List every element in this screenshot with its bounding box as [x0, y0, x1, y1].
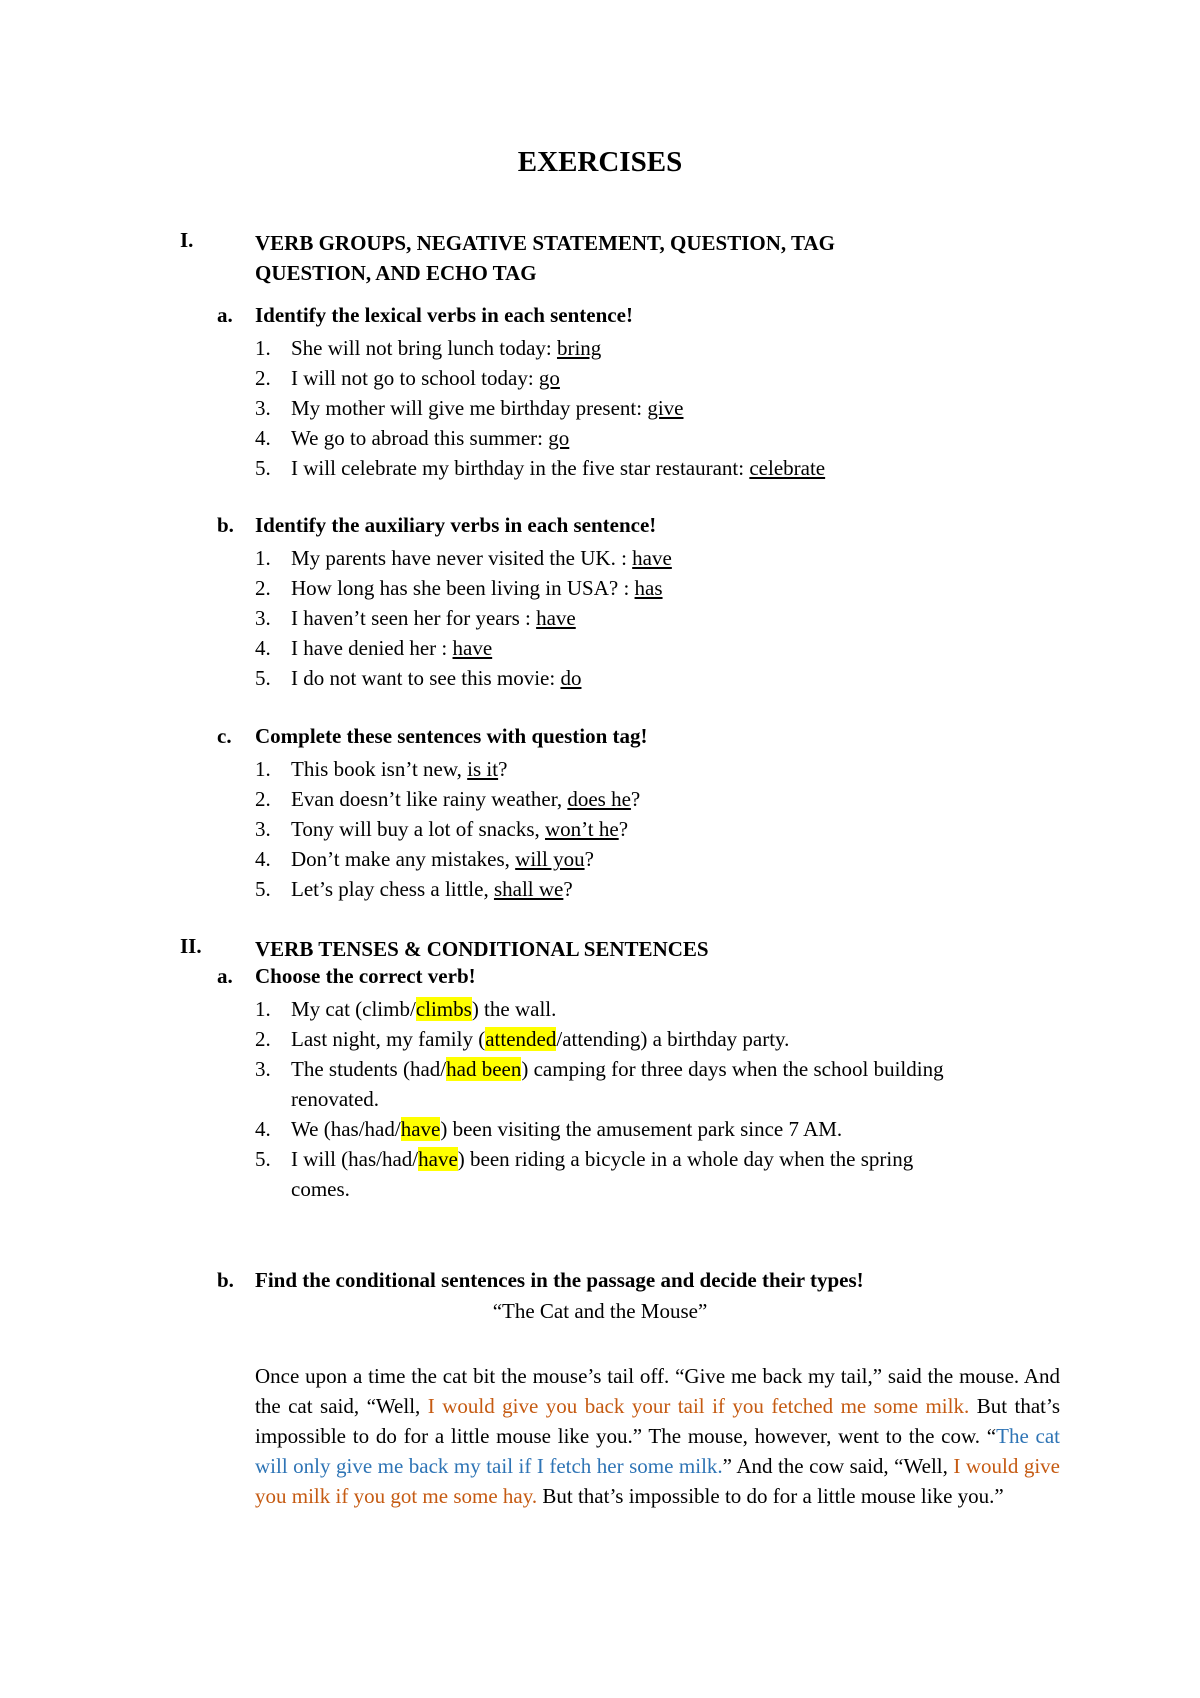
item-answer: do [560, 666, 582, 690]
item-answer: shall we [493, 877, 564, 901]
list-item [255, 363, 1055, 393]
subsection-letter: b. [217, 513, 234, 537]
conditional-sentence: The cat will only give me back my tail if I fetch her some milk. [255, 1424, 1061, 1478]
subsection-letter: a. [217, 964, 233, 988]
list-item [255, 453, 1055, 483]
highlighted-answer: climbs [415, 997, 472, 1021]
list-item [255, 844, 1055, 874]
item-text: I have denied her : [291, 636, 453, 660]
item-suffix: ? [498, 757, 508, 781]
item-text: Don’t make any mistakes, [291, 847, 516, 871]
item-list [255, 543, 1055, 693]
passage-segment: But that’s impossible to do for a little mouse like you.” The mouse, however, went to the cow. “ [255, 1394, 1060, 1448]
list-item [255, 423, 1055, 453]
subsection-letter: b. [217, 1268, 234, 1292]
item-answer: go [538, 366, 560, 390]
item-list [255, 333, 1055, 483]
list-item [255, 784, 1055, 814]
item-text: ) camping for three days when the school building [521, 1057, 944, 1081]
highlighted-answer: had been [446, 1057, 522, 1081]
item-text: /attending) a birthday party. [556, 1027, 790, 1051]
item-answer: does he [567, 787, 631, 811]
list-item [255, 333, 1055, 363]
list-item [255, 393, 1055, 423]
passage-text [255, 1361, 1060, 1511]
list-item [255, 754, 1055, 784]
item-text: Last night, my family ( [291, 1027, 486, 1051]
section-1-heading-line1: VERB GROUPS, NEGATIVE STATEMENT, QUESTION, TAG [255, 231, 835, 255]
item-number: 1. [255, 336, 271, 360]
list-item [255, 543, 1055, 573]
passage-segment: But that’s impossible to do for a little mouse like you.” [537, 1484, 1004, 1508]
item-answer: give [647, 396, 684, 420]
list-item [255, 1114, 1055, 1144]
list-item [255, 814, 1055, 844]
item-text: I do not want to see this movie: [291, 666, 561, 690]
item-text: ) been riding a bicycle in a whole day when the spring [457, 1147, 914, 1171]
item-answer: go [548, 426, 570, 450]
passage-segment: ” And the cow said, “Well, [722, 1454, 954, 1478]
section-2-numeral: II. [180, 934, 202, 958]
item-number: 1. [255, 546, 271, 570]
list-item [255, 874, 1055, 904]
subsection-letter: a. [217, 303, 233, 327]
list-item [255, 663, 1055, 693]
item-list [255, 994, 1055, 1204]
item-number: 3. [255, 1057, 271, 1081]
list-item [255, 994, 1055, 1024]
subsection-letter: c. [217, 724, 232, 748]
section-1-numeral: I. [180, 228, 194, 252]
highlighted-answer: have [400, 1117, 441, 1141]
item-suffix: ? [630, 787, 641, 811]
list-item [255, 1054, 1055, 1114]
subsection-title: Identify the auxiliary verbs in each sentence! [255, 513, 657, 537]
item-suffix: ? [618, 817, 629, 841]
item-number: 4. [255, 426, 271, 450]
section-1-heading-line2: QUESTION, AND ECHO TAG [255, 261, 537, 285]
item-text: Let’s play chess a little, [291, 877, 494, 901]
item-number: 5. [255, 666, 271, 690]
item-suffix: ? [584, 847, 594, 871]
item-text: We (has/had/ [291, 1117, 401, 1141]
item-list [255, 754, 1055, 904]
item-text: ) the wall. [471, 997, 557, 1021]
item-answer: will you [515, 847, 585, 871]
item-number: 3. [255, 396, 271, 420]
item-number: 5. [255, 1147, 271, 1171]
item-text: Tony will buy a lot of snacks, [291, 817, 545, 841]
subsection-title: Find the conditional sentences in the passage and decide their types! [255, 1268, 864, 1292]
item-text: ) been visiting the amusement park since 7 AM. [440, 1117, 843, 1141]
item-text: I haven’t seen her for years : [291, 606, 537, 630]
item-text: I will (has/had/ [291, 1147, 419, 1171]
item-text-continued: renovated. [291, 1087, 380, 1111]
item-text: The students (had/ [291, 1057, 447, 1081]
item-number: 3. [255, 817, 271, 841]
item-answer: has [634, 576, 663, 600]
item-number: 4. [255, 636, 271, 660]
subsection-title: Complete these sentences with question tag! [255, 724, 648, 748]
conditional-sentence: I would give you back your tail if you fetched me some milk. [427, 1394, 970, 1418]
item-text: How long has she been living in USA? : [291, 576, 635, 600]
item-number: 2. [255, 576, 271, 600]
item-text-continued: comes. [291, 1177, 350, 1201]
item-text: We go to abroad this summer: [291, 426, 549, 450]
item-answer: have [452, 636, 493, 660]
item-text: My mother will give me birthday present: [291, 396, 648, 420]
item-suffix: ? [563, 877, 573, 901]
page-title: EXERCISES [517, 146, 683, 178]
item-number: 1. [255, 757, 271, 781]
highlighted-answer: attended [485, 1027, 557, 1051]
section-1-heading [255, 228, 955, 288]
item-number: 5. [255, 456, 271, 480]
item-answer: have [536, 606, 576, 630]
item-text: She will not bring lunch today: [291, 336, 557, 360]
item-number: 1. [255, 997, 271, 1021]
list-item [255, 1144, 1055, 1204]
item-number: 2. [255, 1027, 271, 1051]
item-text: My cat (climb/ [291, 997, 416, 1021]
item-number: 3. [255, 606, 271, 630]
passage-segment: Once upon a time the cat bit the mouse’s tail off. “Give me back my tail,” said the mouse. And the cat said, “Well, [255, 1364, 1060, 1418]
highlighted-answer: have [418, 1147, 458, 1171]
item-text: My parents have never visited the UK. : [291, 546, 633, 570]
item-number: 2. [255, 366, 271, 390]
item-answer: have [632, 546, 672, 570]
item-answer: celebrate [749, 456, 826, 480]
item-number: 5. [255, 877, 271, 901]
subsection-title: Choose the correct verb! [255, 964, 476, 988]
list-item [255, 1024, 1055, 1054]
item-text: This book isn’t new, [291, 757, 468, 781]
item-text: I will celebrate my birthday in the five star restaurant: [291, 456, 750, 480]
item-answer: bring [556, 336, 602, 360]
item-text: Evan doesn’t like rainy weather, [291, 787, 568, 811]
subsection-title: Identify the lexical verbs in each sentence! [255, 303, 633, 327]
list-item [255, 573, 1055, 603]
item-number: 2. [255, 787, 271, 811]
passage-title: “The Cat and the Mouse” [492, 1299, 708, 1323]
item-answer: won’t he [545, 817, 619, 841]
item-number: 4. [255, 847, 271, 871]
item-text: I will not go to school today: [291, 366, 539, 390]
list-item [255, 603, 1055, 633]
list-item [255, 633, 1055, 663]
item-number: 4. [255, 1117, 271, 1141]
section-2-heading: VERB TENSES & CONDITIONAL SENTENCES [255, 937, 709, 961]
item-answer: is it [467, 757, 499, 781]
conditional-sentence: I would give you milk if you got me some hay. [255, 1454, 1060, 1508]
